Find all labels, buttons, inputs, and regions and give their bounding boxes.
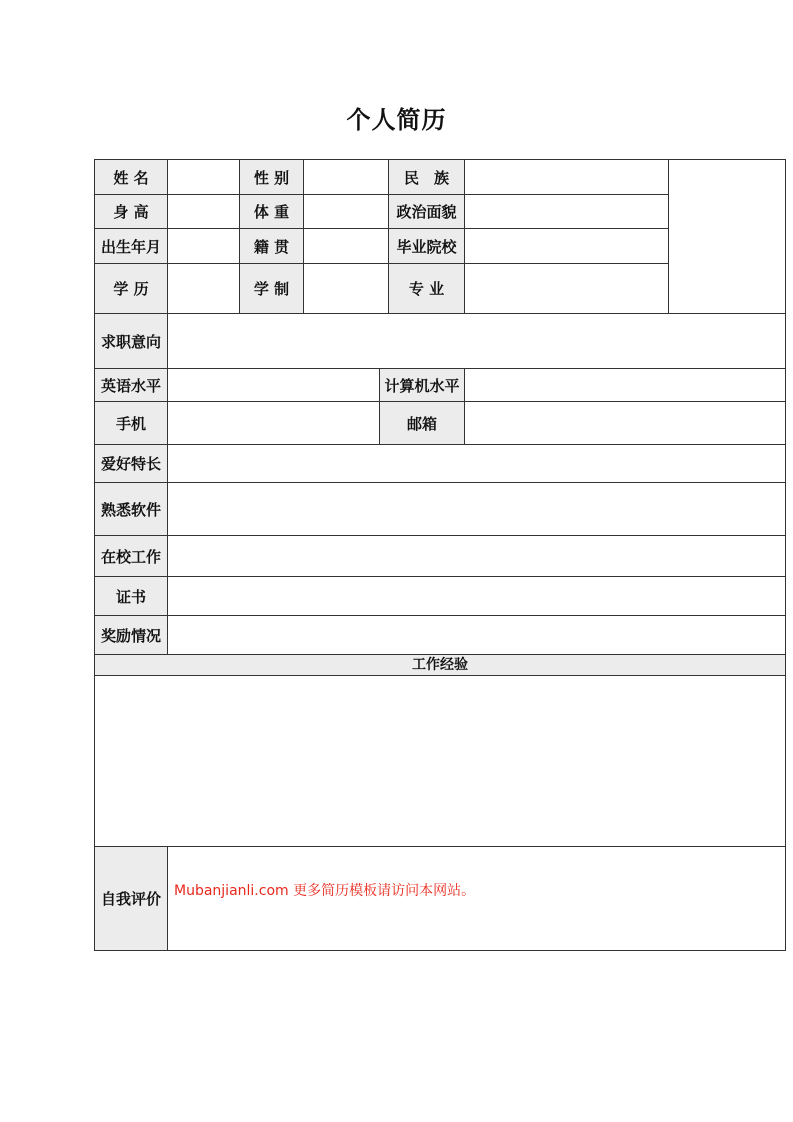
work-experience-field[interactable] [95, 676, 786, 847]
education-field[interactable] [168, 264, 240, 314]
schooling-length-label: 学 制 [240, 264, 304, 314]
hobbies-field[interactable] [168, 445, 786, 483]
major-field[interactable] [465, 264, 669, 314]
computer-level-field[interactable] [465, 369, 786, 402]
gender-label: 性 别 [240, 160, 304, 195]
job-intent-label: 求职意向 [95, 314, 168, 369]
self-evaluation-field[interactable] [168, 847, 786, 951]
height-field[interactable] [168, 195, 240, 229]
gender-field[interactable] [304, 160, 389, 195]
certificates-label: 证书 [95, 577, 168, 616]
weight-field[interactable] [304, 195, 389, 229]
self-evaluation-label: 自我评价 [95, 847, 168, 951]
email-field[interactable] [465, 402, 786, 445]
email-label: 邮箱 [380, 402, 465, 445]
software-label: 熟悉软件 [95, 483, 168, 536]
hobbies-label: 爱好特长 [95, 445, 168, 483]
name-label: 姓 名 [95, 160, 168, 195]
school-label: 毕业院校 [389, 229, 465, 264]
phone-label: 手机 [95, 402, 168, 445]
name-field[interactable] [168, 160, 240, 195]
software-field[interactable] [168, 483, 786, 536]
school-field[interactable] [465, 229, 669, 264]
native-place-label: 籍 贯 [240, 229, 304, 264]
work-experience-header: 工作经验 [95, 655, 786, 676]
weight-label: 体 重 [240, 195, 304, 229]
schooling-length-field[interactable] [304, 264, 389, 314]
birth-date-field[interactable] [168, 229, 240, 264]
website-promo-text: Mubanjianli.com 更多简历模板请访问本网站。 [174, 883, 476, 899]
education-label: 学 历 [95, 264, 168, 314]
ethnicity-label: 民 族 [389, 160, 465, 195]
birth-date-label: 出生年月 [95, 229, 168, 264]
major-label: 专 业 [389, 264, 465, 314]
page-title: 个人简历 [346, 105, 447, 134]
phone-field[interactable] [168, 402, 380, 445]
job-intent-field[interactable] [168, 314, 786, 369]
certificates-field[interactable] [168, 577, 786, 616]
ethnicity-field[interactable] [465, 160, 669, 195]
political-status-field[interactable] [465, 195, 669, 229]
awards-label: 奖励情况 [95, 616, 168, 655]
computer-level-label: 计算机水平 [380, 369, 465, 402]
height-label: 身 高 [95, 195, 168, 229]
campus-work-label: 在校工作 [95, 536, 168, 577]
english-level-label: 英语水平 [95, 369, 168, 402]
resume-table [94, 159, 786, 951]
awards-field[interactable] [168, 616, 786, 655]
native-place-field[interactable] [304, 229, 389, 264]
campus-work-field[interactable] [168, 536, 786, 577]
photo-box[interactable] [669, 160, 786, 314]
political-status-label: 政治面貌 [389, 195, 465, 229]
english-level-field[interactable] [168, 369, 380, 402]
